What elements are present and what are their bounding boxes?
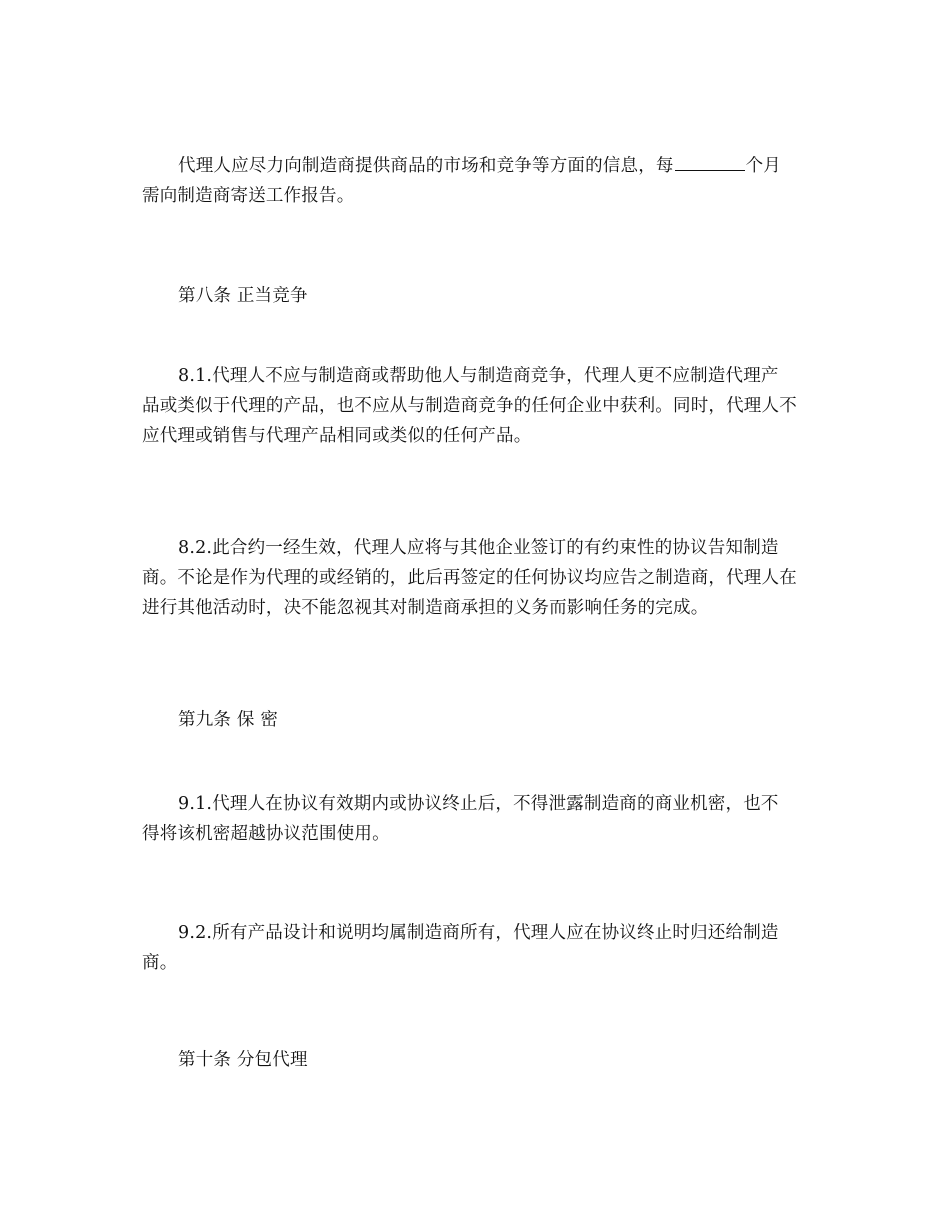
text-span: 代理人应尽力向制造商提供商品的市场和竞争等方面的信息，每 xyxy=(178,156,674,176)
paragraph-9-1 xyxy=(142,789,810,849)
paragraph-8-2 xyxy=(142,533,810,623)
paragraph-line: 8.1.代理人不应与制造商或帮助他人与制造商竞争，代理人更不应制造代理产 xyxy=(178,366,779,386)
heading-text: 第十条 分包代理 xyxy=(178,1050,308,1070)
paragraph-line: 应代理或销售与代理产品相同或类似的任何产品。 xyxy=(142,426,532,446)
paragraph-line: 9.1.代理人在协议有效期内或协议终止后，不得泄露制造商的商业机密，也不 xyxy=(178,794,779,814)
paragraph-line: 商。不论是作为代理的或经销的，此后再签定的任何协议均应告之制造商，代理人在 xyxy=(142,568,797,588)
paragraph-line: 9.2.所有产品设计和说明均属制造商所有，代理人应在协议终止时归还给制造 xyxy=(178,923,779,943)
paragraph-line xyxy=(142,151,810,181)
paragraph-8-1 xyxy=(142,361,810,451)
paragraph-line: 得将该机密超越协议范围使用。 xyxy=(142,824,390,844)
paragraph-info-report xyxy=(142,151,810,211)
paragraph-line: 商。 xyxy=(142,953,178,973)
text-span: 个月 xyxy=(745,156,782,176)
fill-in-blank xyxy=(675,152,745,171)
paragraph-9-2 xyxy=(142,918,810,978)
heading-text: 第九条 保 密 xyxy=(178,710,279,730)
heading-article-8 xyxy=(142,281,810,311)
paragraph-line: 进行其他活动时，决不能忽视其对制造商承担的义务而影响任务的完成。 xyxy=(142,598,709,618)
paragraph-line: 8.2.此合约一经生效，代理人应将与其他企业签订的有约束性的协议告知制造 xyxy=(178,538,779,558)
paragraph-line: 品或类似于代理的产品，也不应从与制造商竞争的任何企业中获利。同时，代理人不 xyxy=(142,396,797,416)
paragraph-line: 需向制造商寄送工作报告。 xyxy=(142,186,355,206)
heading-text: 第八条 正当竞争 xyxy=(178,286,308,306)
heading-article-9 xyxy=(142,705,810,735)
heading-article-10 xyxy=(142,1045,810,1075)
